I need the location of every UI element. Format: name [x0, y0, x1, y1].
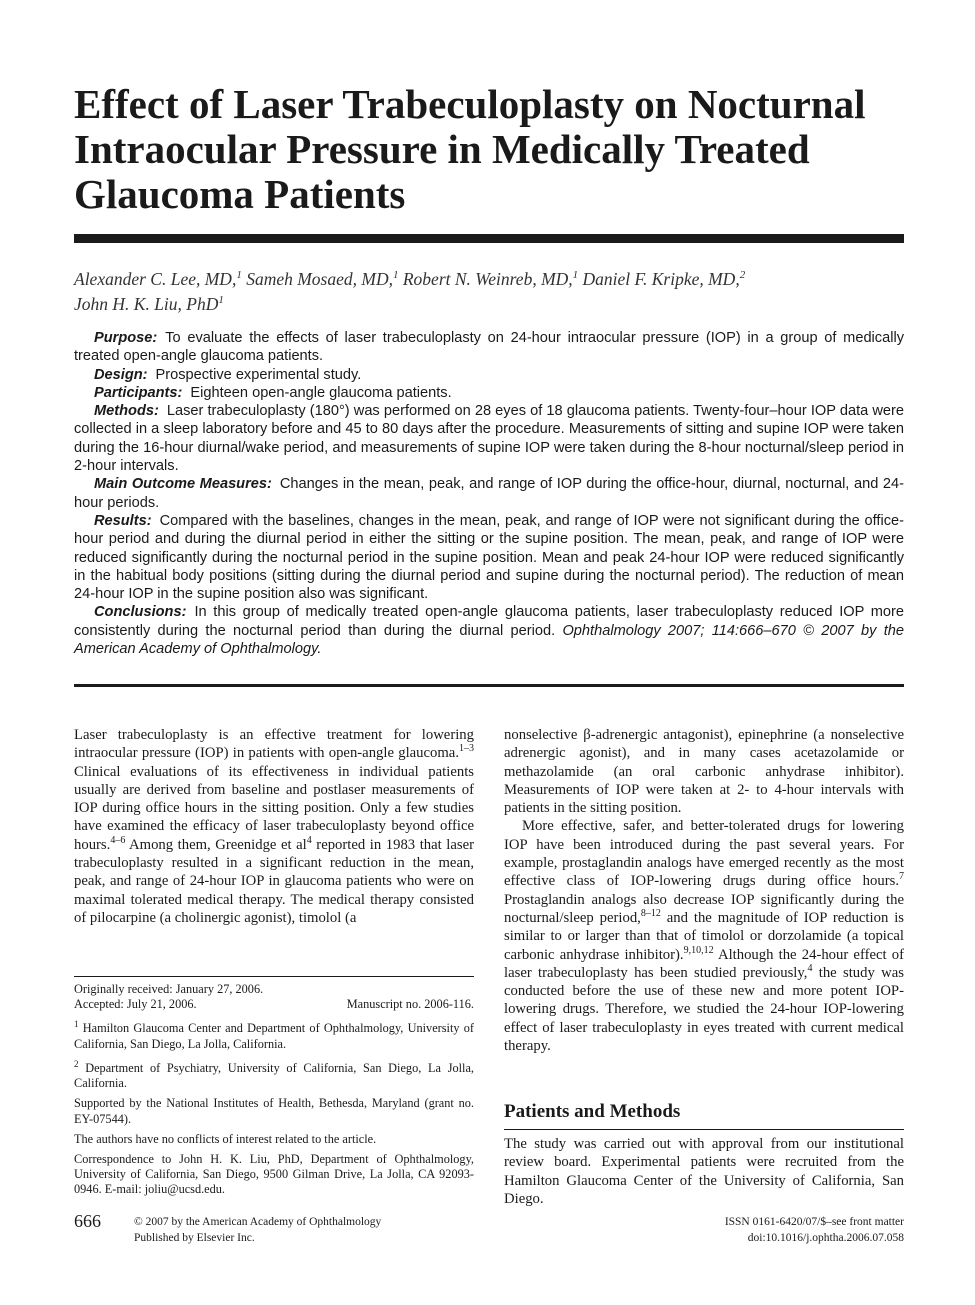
abstract-label: Methods: [94, 403, 159, 420]
abstract-purpose [74, 329, 904, 366]
abstract-rule [74, 684, 904, 687]
affiliation-mark: 1 [218, 293, 224, 306]
conflict-note: The authors have no conflicts of interest related to the article. [74, 1131, 377, 1146]
abstract-label: Main Outcome Measures: [94, 476, 272, 493]
reference-link[interactable]: 9,10,12 [683, 944, 714, 956]
author-name: Robert N. Weinreb, MD, [402, 268, 573, 289]
abstract-label: Participants: [94, 384, 183, 401]
affiliation-mark: 1 [236, 269, 242, 281]
abstract [74, 329, 904, 658]
correspondence-note: Correspondence to John H. K. Liu, PhD, Department of Ophthalmology, University of California, San Diego, 9500 Gilman Drive, La Jolla, CA 92093-0946. E-mail: joliu@ucsd.edu. [74, 1152, 474, 1197]
body-text: and the magnitude of IOP reduction is similar to or larger than that of timolol or dorzolamide (a topical carbonic anhydrase inhibitor). [504, 909, 904, 963]
abstract-text: Eighteen open-angle glaucoma patients. [190, 384, 452, 401]
body-text: Among them, Greenidge et al [125, 836, 307, 853]
funding-note: Supported by the National Institutes of Health, Bethesda, Maryland (grant no. EY-07544). [74, 1096, 474, 1126]
abstract-text: Compared with the baselines, changes in the mean, peak, and range of IOP were not significant during the office-hour period and during the diurnal period in either the sitting or the supine position. The mean, peak, and range of IOP were reduced significantly during the nocturnal period in the supine position. Mean and peak 24-hour IOP were reduced significantly in the habitual body positions (sitting during the diurnal period and supine during the nocturnal period). The reduction of mean 24-hour IOP in the supine position also was significant. [74, 512, 904, 603]
abstract-text: To evaluate the effects of laser trabeculoplasty on 24-hour intraocular pressure (IOP) in a group of medically treated open-angle glaucoma patients. [74, 330, 904, 365]
article-title: Effect of Laser Trabeculoplasty on Nocturnal Intraocular Pressure in Medically Treated Glaucoma Patients [74, 81, 866, 217]
abstract-label: Purpose: [94, 330, 158, 346]
body-paragraph [74, 726, 474, 927]
author-name: Daniel F. Kripke, MD, [582, 268, 740, 289]
body-text: the study was conducted before the use of these new and more potent IOP-lowering drugs. Therefore, we studied the 24-hour IOP-lowering effect of laser trabeculoplasty in eyes treated with current medical therapy. [504, 964, 904, 1055]
journal-citation: Ophthalmology 2007; 114:666–670 © 2007 by the American Academy of Ophthalmology. [74, 622, 905, 658]
footnotes [74, 982, 474, 1203]
abstract-conclusions [74, 603, 904, 658]
body-text: Clinical evaluations of its effectiveness in individual patients usually are derived from baseline and postlaser measurements of IOP during office hours in the sitting position. Only a few studies have examined the efficacy of laser trabeculoplasty beyond office hours. [74, 763, 474, 853]
body-text: Although the 24-hour effect of laser trabeculoplasty has been studied previously, [504, 946, 904, 981]
section-rule [504, 1129, 904, 1130]
publisher-line: Published by Elsevier Inc. [134, 1232, 255, 1244]
copyright-line: © 2007 by the American Academy of Ophthalmology [134, 1216, 382, 1228]
body-text: Laser trabeculoplasty is an effective treatment for lowering intraocular pressure (IOP) in patients with open-angle glaucoma. [74, 727, 474, 762]
reference-link[interactable]: 1–3 [459, 743, 474, 755]
abstract-outcome [74, 475, 904, 512]
abstract-label: Results: [94, 512, 152, 529]
reference-link[interactable]: 8–12 [640, 908, 661, 920]
affiliation-2 [74, 1057, 474, 1092]
body-text: Prostaglandin analogs also decrease IOP significantly during the nocturnal/sleep period, [504, 891, 904, 926]
reference-link[interactable]: 7 [899, 871, 904, 883]
reference-link[interactable]: 4 [306, 834, 312, 846]
affiliation-mark: 1 [572, 269, 579, 281]
body-paragraph: nonselective β-adrenergic antagonist), epinephrine (a nonselective adrenergic agonist), and in many cases acetazolamide or methazolamide (an oral carbonic anhydrase inhibitor). Measurements of IOP were taken at 2- to 4-hour intervals with patients in the sitting position. [504, 727, 904, 817]
abstract-text: Prospective experimental study. [155, 366, 362, 383]
abstract-label: Conclusions: [94, 604, 187, 621]
affiliation-mark: 2 [74, 1058, 79, 1069]
issn-line: ISSN 0161-6420/07/$–see front matter [724, 1216, 904, 1228]
abstract-text: In this group of medically treated open-angle glaucoma patients, laser trabeculoplasty reduced IOP more consistently during the nocturnal period than during the diurnal period. [74, 604, 904, 639]
abstract-text: Laser trabeculoplasty (180°) was performed on 28 eyes of 18 glaucoma patients. Twenty-four–hour IOP data were collected in a sleep laboratory before and 45 to 80 days after the procedure. Measurements of sitting and supine IOP were taken during the 16-hour diurnal/wake period, and measurements of supine IOP were taken during the 8-hour nocturnal/sleep period in 2-hour intervals. [74, 403, 904, 475]
section-heading: Patients and Methods [504, 1101, 681, 1122]
footnote-rule [74, 976, 474, 977]
abstract-label: Design: [94, 366, 148, 383]
author-name: Sameh Mosaed, MD, [246, 268, 393, 289]
affiliation-text: Hamilton Glaucoma Center and Department of Ophthalmology, University of California, San Diego, La Jolla, California. [74, 1021, 474, 1051]
section-paragraph: The study was carried out with approval from our institutional review board. Experimental patients were recruited from the Hamilton Glaucoma Center of the University of California, San Diego. [504, 1136, 904, 1207]
abstract-results [74, 512, 904, 603]
copyright-block [134, 1214, 464, 1246]
abstract-text: Changes in the mean, peak, and range of IOP during the office-hour, diurnal, nocturnal, and 24-hour periods. [74, 476, 904, 511]
doi-link[interactable]: doi:10.1016/j.ophtha.2006.07.058 [747, 1232, 904, 1244]
body-paragraph [504, 817, 904, 1055]
abstract-methods [74, 402, 904, 475]
affiliation-mark: 2 [739, 269, 746, 281]
title-rule [74, 234, 904, 243]
manuscript-number: Manuscript no. 2006-116. [346, 997, 474, 1012]
affiliation-text: Department of Psychiatry, University of California, San Diego, La Jolla, California. [74, 1061, 474, 1091]
affiliation-mark: 1 [74, 1019, 79, 1030]
body-column-left [74, 726, 474, 927]
author-name: Alexander C. Lee, MD, [74, 268, 237, 289]
author-name: John H. K. Liu, PhD [74, 293, 219, 314]
accepted-row [74, 997, 474, 1012]
received-date: Originally received: January 27, 2006. [74, 982, 264, 996]
body-column-right [504, 726, 904, 1055]
author-list [74, 265, 904, 315]
body-text: More effective, safer, and better-tolerated drugs for lowering IOP have been introduced during the past several years. For example, prostaglandin analogs have emerged recently as the most effective class of IOP-lowering drugs during office hours. [504, 818, 904, 890]
page-footer-right [604, 1214, 904, 1246]
accepted-date: Accepted: July 21, 2006. [74, 997, 197, 1012]
affiliation-mark: 1 [392, 269, 399, 281]
reference-link[interactable]: 4 [807, 962, 813, 974]
reference-link[interactable]: 4–6 [110, 834, 126, 846]
page-number: 666 [74, 1211, 101, 1231]
body-text: reported in 1983 that laser trabeculoplasty resulted in a significant reduction in the mean, peak, and range of 24-hour IOP in glaucoma patients who were on maximal tolerated medical therapy. The medical therapy consisted of pilocarpine (a cholinergic agonist), timolol (a [74, 836, 474, 926]
abstract-design [74, 366, 904, 384]
affiliation-1 [74, 1017, 474, 1052]
abstract-participants [74, 384, 904, 402]
